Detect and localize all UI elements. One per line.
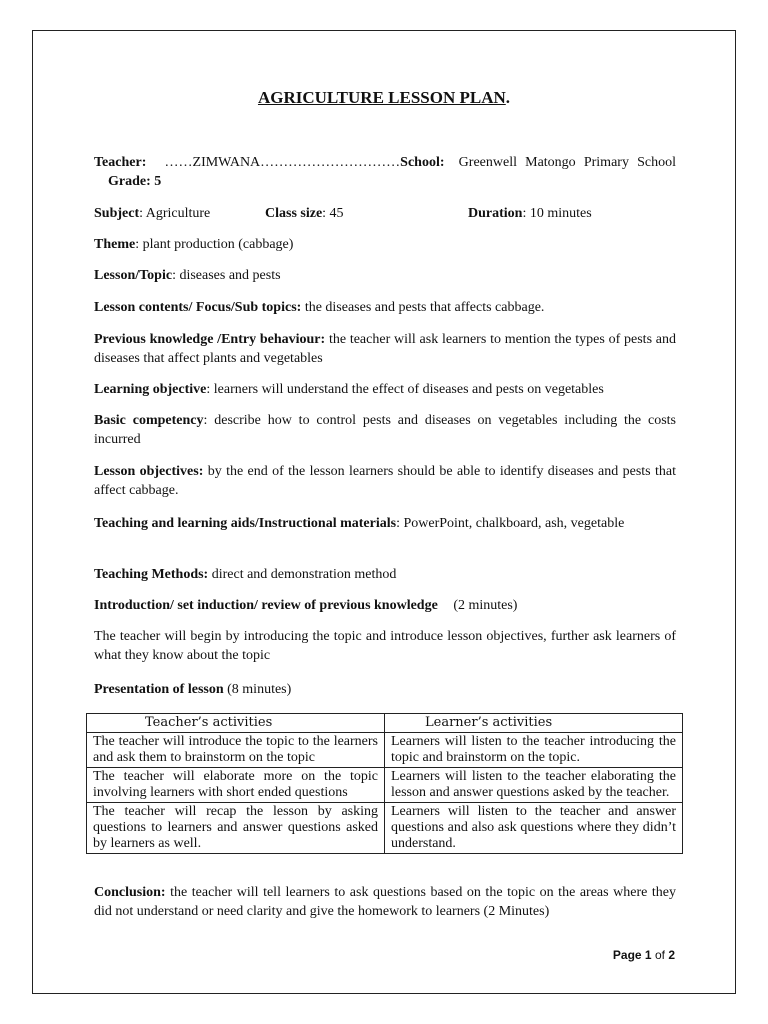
teacher-activity-cell: The teacher will introduce the topic to the learners and ask them to brainstorm on the topic [87, 733, 385, 768]
activities-table [86, 713, 683, 854]
previous-knowledge [94, 330, 676, 368]
table-row [87, 768, 683, 803]
class-size-value: : 45 [322, 206, 344, 221]
class-size-field [265, 204, 344, 223]
learner-activity-cell: Learners will listen to the teacher and answer questions and also ask questions where they didn’t understand. [385, 803, 683, 854]
introduction-heading [94, 596, 676, 615]
topic-line [94, 266, 676, 285]
conclusion-label: Conclusion: [94, 885, 166, 900]
teacher-activities-header: Teacher’s activities [87, 714, 385, 733]
table-row [87, 803, 683, 854]
theme-value: : plant production (cabbage) [135, 237, 294, 252]
teacher-value: ……ZIMWANA………………………… [164, 155, 401, 170]
teacher-line [94, 153, 676, 191]
methods-label: Teaching Methods: [94, 567, 209, 582]
competency-value: : describe how to control pests and diseases on vegetables including the costs incurred [94, 413, 676, 447]
introduction-text: The teacher will begin by introducing the topic and introduce lesson objectives, further ask learners of what they know about the topic [94, 629, 676, 663]
conclusion-value: the teacher will tell learners to ask questions based on the topic on the areas where they did not understand or need clarity and give the homework to learners (2 Minutes) [94, 885, 676, 919]
title-suffix: . [505, 88, 511, 107]
objectives-value: by the end of the lesson learners should be able to identify diseases and pests that affect cabbage. [94, 464, 676, 498]
conclusion-line [94, 883, 676, 921]
learning-objective-label: Learning objective [94, 382, 207, 397]
duration-label: Duration [468, 206, 523, 221]
page-label: Page [612, 948, 642, 962]
learner-activities-header: Learner’s activities [385, 714, 683, 733]
objectives-label: Lesson objectives: [94, 464, 204, 479]
school-label: School: [400, 155, 445, 170]
learning-objective-line [94, 380, 676, 399]
aids-label: Teaching and learning aids/Instructional materials [94, 516, 397, 531]
methods-value: direct and demonstration method [208, 567, 397, 582]
class-size-label: Class size [265, 206, 323, 221]
page-total: 2 [668, 948, 675, 962]
teacher-activity-cell: The teacher will elaborate more on the topic involving learners with short ended questions [87, 768, 385, 803]
introduction-label: Introduction/ set induction/ review of previous knowledge [94, 598, 438, 613]
previous-value: the teacher will ask learners to mention the types of pests and diseases that affect plants and vegetables [94, 332, 676, 366]
page-number [613, 948, 675, 962]
contents-line [94, 298, 676, 317]
contents-value: the diseases and pests that affects cabbage. [301, 300, 545, 315]
subject-value: : Agriculture [139, 206, 211, 221]
learner-activity-cell: Learners will listen to the teacher introducing the topic and brainstorm on the topic. [385, 733, 683, 768]
subject-label: Subject [94, 206, 140, 221]
topic-value: : diseases and pests [172, 268, 281, 283]
methods-line [94, 565, 676, 584]
topic-label: Lesson/Topic [94, 268, 173, 283]
aids-line [94, 514, 676, 533]
theme-line [94, 235, 676, 254]
document-page [32, 30, 736, 994]
competency-label: Basic competency [94, 413, 204, 428]
introduction-time: (2 minutes) [453, 598, 518, 613]
theme-label: Theme [94, 237, 136, 252]
page-title [33, 88, 735, 108]
school-value: Greenwell Matongo Primary School [458, 155, 676, 170]
subject-field [94, 204, 210, 223]
presentation-time: (8 minutes) [223, 682, 292, 697]
duration-value: : 10 minutes [522, 206, 592, 221]
teacher-activity-cell: The teacher will recap the lesson by asking questions to learners and answer questions asked by learners as well. [87, 803, 385, 854]
objectives-line [94, 462, 676, 500]
page-num: 1 [644, 948, 652, 962]
presentation-heading [94, 680, 676, 699]
previous-label: Previous knowledge /Entry behaviour: [94, 332, 326, 347]
duration-field [468, 204, 592, 223]
table-row [87, 733, 683, 768]
of-label: of [654, 948, 665, 962]
title-text: AGRICULTURE LESSON PLAN [257, 88, 506, 107]
learner-activity-cell: Learners will listen to the teacher elaborating the lesson and answer questions asked by the teacher. [385, 768, 683, 803]
presentation-label: Presentation of lesson [94, 682, 224, 697]
table-header-row [87, 714, 683, 733]
contents-label: Lesson contents/ Focus/Sub topics: [94, 300, 302, 315]
aids-value: : PowerPoint, chalkboard, ash, vegetable [396, 516, 625, 531]
teacher-label: Teacher: [94, 155, 147, 170]
competency-line [94, 411, 676, 449]
grade-label: Grade: 5 [108, 174, 162, 189]
learning-objective-value: : learners will understand the effect of diseases and pests on vegetables [206, 382, 604, 397]
